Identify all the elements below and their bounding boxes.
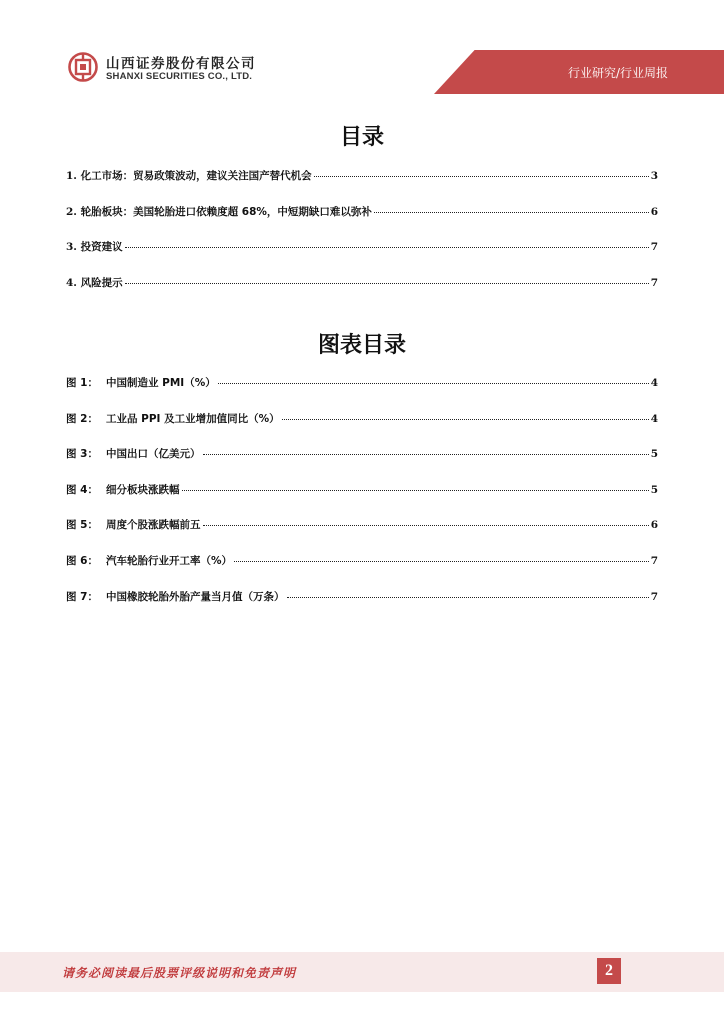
toc-item-page: 3 <box>650 170 658 182</box>
toc-item[interactable] <box>66 275 658 289</box>
figure-item[interactable] <box>66 446 658 460</box>
figure-caption: 中国出口（亿美元） <box>106 448 201 460</box>
figure-caption: 细分板块涨跌幅 <box>106 484 180 496</box>
figure-page: 7 <box>650 555 658 567</box>
figure-label: 图 1： <box>66 377 98 389</box>
toc-item[interactable] <box>66 239 658 253</box>
toc-item-number: 3. <box>66 241 77 253</box>
dot-leader <box>125 237 649 248</box>
figure-label: 图 3： <box>66 448 98 460</box>
toc-item-page: 7 <box>650 277 658 289</box>
toc-item-text: 投资建议 <box>80 241 123 253</box>
toc-item-text: 化工市场：贸易政策波动，建议关注国产替代机会 <box>80 170 312 182</box>
figure-caption: 中国制造业 PMI（%） <box>106 377 216 389</box>
toc-item[interactable] <box>66 168 658 182</box>
toc-item-text: 轮胎板块：美国轮胎进口依赖度超 68%，中短期缺口难以弥补 <box>80 206 372 218</box>
toc-item-text: 风险提示 <box>80 277 123 289</box>
dot-leader <box>374 202 649 213</box>
figure-page: 5 <box>650 484 658 496</box>
figure-item[interactable] <box>66 589 658 603</box>
figure-page: 7 <box>650 591 658 603</box>
company-name-cn: 山西证券股份有限公司 <box>106 56 256 72</box>
figure-page: 4 <box>650 377 658 389</box>
figure-label: 图 2： <box>66 413 98 425</box>
toc-title: 目录 <box>339 125 384 150</box>
toc-item-page: 7 <box>650 241 658 253</box>
figures-toc-title: 图表目录 <box>317 333 406 358</box>
shanxi-securities-logo-icon <box>68 52 98 82</box>
figure-page: 4 <box>650 413 658 425</box>
page-header <box>0 0 724 100</box>
figure-item[interactable] <box>66 375 658 389</box>
dot-leader <box>314 166 649 177</box>
dot-leader <box>287 587 649 598</box>
figure-caption: 中国橡胶轮胎外胎产量当月值（万条） <box>106 591 285 603</box>
page-number: 2 <box>597 958 621 984</box>
dot-leader <box>218 373 649 384</box>
report-category-tag: 行业研究/行业周报 <box>567 66 668 80</box>
figure-item[interactable] <box>66 553 658 567</box>
figure-caption: 周度个股涨跌幅前五 <box>106 519 201 531</box>
toc-item-number: 2. <box>66 206 77 218</box>
toc-item[interactable] <box>66 204 658 218</box>
figure-page: 5 <box>650 448 658 460</box>
footer-disclaimer[interactable]: 请务必阅读最后股票评级说明和免责声明 <box>62 966 297 980</box>
figure-item[interactable] <box>66 482 658 496</box>
dot-leader <box>125 273 649 284</box>
figure-caption: 汽车轮胎行业开工率（%） <box>106 555 233 567</box>
figure-page: 6 <box>650 519 658 531</box>
figure-item[interactable] <box>66 411 658 425</box>
dot-leader <box>203 515 649 526</box>
toc-item-number: 4. <box>66 277 77 289</box>
figure-label: 图 5： <box>66 519 98 531</box>
figure-label: 图 7： <box>66 591 98 603</box>
toc-item-number: 1. <box>66 170 77 182</box>
dot-leader <box>234 551 649 562</box>
dot-leader <box>182 480 649 491</box>
figure-caption: 工业品 PPI 及工业增加值同比（%） <box>106 413 280 425</box>
figure-label: 图 4： <box>66 484 98 496</box>
figure-label: 图 6： <box>66 555 98 567</box>
dot-leader <box>282 409 649 420</box>
toc-item-page: 6 <box>650 206 658 218</box>
company-name-en: SHANXI SECURITIES CO., LTD. <box>106 71 253 82</box>
dot-leader <box>203 444 649 455</box>
figure-item[interactable] <box>66 517 658 531</box>
